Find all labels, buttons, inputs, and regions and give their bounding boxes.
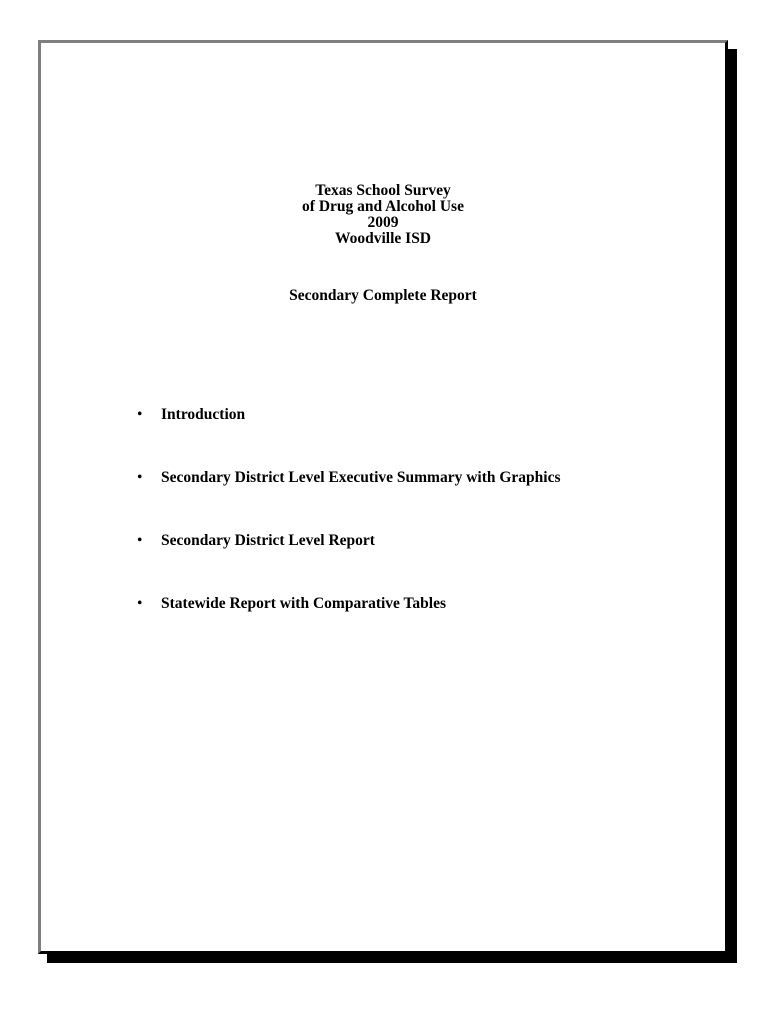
contents-item-label: Secondary District Level Executive Summary with Graphics bbox=[161, 469, 561, 486]
contents-item-statewide-report bbox=[135, 595, 561, 658]
report-cover-page bbox=[38, 40, 728, 954]
title-line-district: Woodville ISD bbox=[334, 230, 432, 247]
bullet-icon: • bbox=[137, 469, 143, 486]
bullet-icon: • bbox=[137, 406, 143, 423]
title-line-survey-name: Texas School Survey bbox=[315, 182, 451, 199]
report-title bbox=[41, 183, 725, 247]
contents-item-executive-summary bbox=[135, 469, 561, 532]
contents-item-label: Statewide Report with Comparative Tables bbox=[161, 595, 447, 612]
contents-item-introduction bbox=[135, 406, 561, 469]
report-subtitle: Secondary Complete Report bbox=[289, 287, 477, 304]
title-line-survey-topic: of Drug and Alcohol Use bbox=[302, 198, 464, 215]
contents-item-district-report bbox=[135, 532, 561, 595]
bullet-icon: • bbox=[137, 532, 143, 549]
bullet-icon: • bbox=[137, 595, 143, 612]
contents-item-label: Introduction bbox=[161, 406, 246, 423]
title-line-year: 2009 bbox=[367, 214, 399, 231]
contents-item-label: Secondary District Level Report bbox=[161, 532, 375, 549]
contents-list bbox=[135, 406, 561, 658]
